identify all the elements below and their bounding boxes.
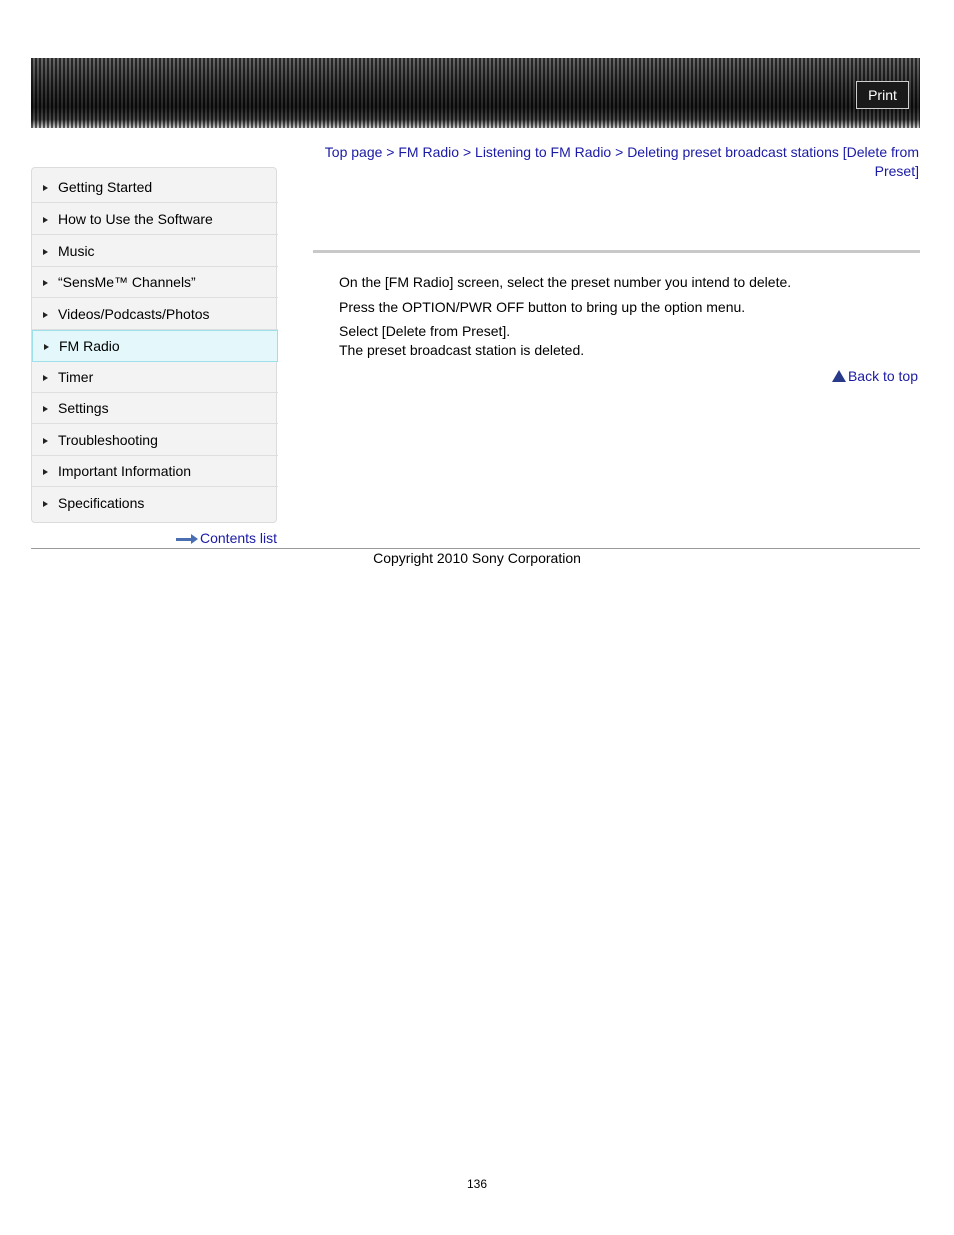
sidebar-item-label: Important Information bbox=[58, 463, 192, 479]
sidebar-item-label: How to Use the Software bbox=[58, 211, 213, 227]
triangle-right-icon bbox=[43, 312, 48, 318]
header-banner bbox=[31, 58, 920, 128]
step-3-text: Select [Delete from Preset]. bbox=[339, 323, 511, 339]
triangle-right-icon bbox=[43, 438, 48, 444]
triangle-right-icon bbox=[43, 280, 48, 286]
sidebar-item-label: “SensMe™ Channels” bbox=[58, 274, 196, 290]
breadcrumb-current-page[interactable]: Deleting preset broadcast stations [Delete from Preset] bbox=[627, 144, 919, 179]
sidebar-item-fm-radio[interactable] bbox=[32, 330, 278, 362]
sidebar-item-important-information[interactable] bbox=[32, 456, 278, 487]
triangle-right-icon bbox=[43, 249, 48, 255]
contents-list-label: Contents list bbox=[200, 530, 278, 546]
page-number: 136 bbox=[466, 1177, 488, 1191]
triangle-right-icon bbox=[43, 501, 48, 507]
copyright-text: Copyright 2010 Sony Corporation bbox=[373, 550, 581, 566]
breadcrumb-fm-radio[interactable]: FM Radio bbox=[398, 144, 460, 160]
sidebar-item-getting-started[interactable] bbox=[32, 172, 278, 203]
triangle-right-icon bbox=[43, 217, 48, 223]
print-button[interactable]: Print bbox=[856, 81, 909, 109]
triangle-right-icon bbox=[43, 406, 48, 412]
breadcrumb-separator: > bbox=[462, 144, 472, 160]
breadcrumb-top-page[interactable]: Top page bbox=[324, 144, 383, 160]
sidebar-item-videos-podcasts-photos[interactable] bbox=[32, 299, 278, 330]
triangle-right-icon bbox=[43, 185, 48, 191]
arrow-right-icon bbox=[176, 534, 198, 544]
sidebar-item-label: Troubleshooting bbox=[58, 432, 158, 448]
breadcrumb-listening-fm-radio[interactable]: Listening to FM Radio bbox=[475, 144, 612, 160]
sidebar-item-label: Specifications bbox=[58, 495, 145, 511]
footer-divider bbox=[31, 548, 920, 549]
breadcrumb-separator: > bbox=[615, 144, 624, 160]
sidebar-item-how-to-use-software[interactable] bbox=[32, 204, 278, 235]
breadcrumb bbox=[300, 143, 919, 181]
step-2-text: Press the OPTION/PWR OFF button to bring up the option menu. bbox=[339, 299, 746, 315]
back-to-top-label: Back to top bbox=[847, 368, 918, 384]
breadcrumb-separator: > bbox=[386, 144, 395, 160]
sidebar-item-specifications[interactable] bbox=[32, 488, 278, 519]
sidebar-item-sensme-channels[interactable] bbox=[32, 267, 278, 298]
sidebar-item-settings[interactable] bbox=[32, 393, 278, 424]
sidebar-item-troubleshooting[interactable] bbox=[32, 425, 278, 456]
triangle-up-icon bbox=[832, 370, 846, 382]
sidebar-item-label: Timer bbox=[58, 369, 94, 385]
sidebar-nav bbox=[31, 167, 277, 523]
sidebar-item-label: Settings bbox=[58, 400, 109, 416]
triangle-right-icon bbox=[44, 344, 49, 350]
sidebar-item-label: FM Radio bbox=[59, 338, 120, 354]
sidebar-item-label: Music bbox=[58, 243, 95, 259]
triangle-right-icon bbox=[43, 469, 48, 475]
step-1-text: On the [FM Radio] screen, select the preset number you intend to delete. bbox=[339, 274, 792, 290]
sidebar-item-label: Getting Started bbox=[58, 179, 153, 195]
contents-list-link[interactable] bbox=[176, 530, 277, 546]
title-divider bbox=[313, 250, 920, 253]
sidebar-item-timer[interactable] bbox=[32, 362, 278, 393]
triangle-right-icon bbox=[43, 375, 48, 381]
back-to-top-link[interactable] bbox=[832, 368, 918, 384]
sidebar-item-music[interactable] bbox=[32, 236, 278, 267]
step-result-text: The preset broadcast station is deleted. bbox=[339, 342, 585, 358]
sidebar-item-label: Videos/Podcasts/Photos bbox=[58, 306, 210, 322]
